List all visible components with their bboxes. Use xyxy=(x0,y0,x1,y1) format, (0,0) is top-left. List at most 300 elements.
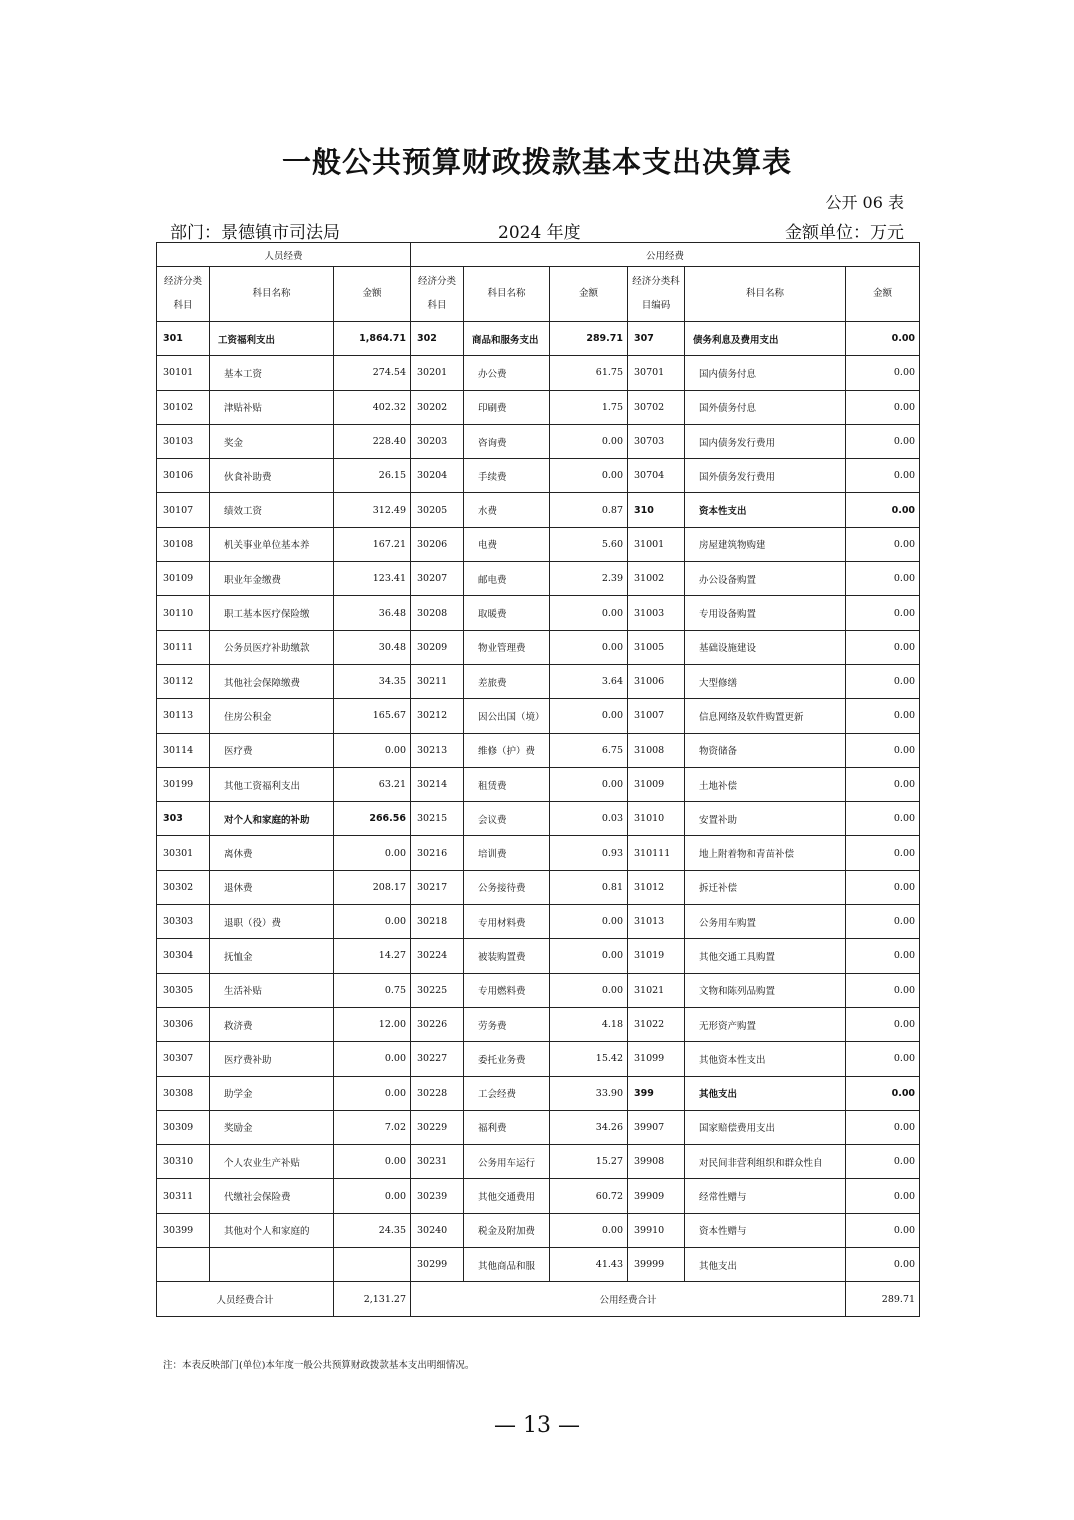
capital-code: 31012 xyxy=(628,870,685,904)
goods-code: 30203 xyxy=(411,424,464,458)
goods-amount: 0.00 xyxy=(550,767,628,801)
table-row xyxy=(157,527,920,561)
personnel-name: 生活补贴 xyxy=(210,973,334,1007)
table-row xyxy=(157,733,920,767)
capital-code: 39909 xyxy=(628,1179,685,1213)
capital-code: 31003 xyxy=(628,596,685,630)
capital-amount: 0.00 xyxy=(846,630,920,664)
goods-amount: 0.00 xyxy=(550,1213,628,1247)
capital-name: 国内债务发行费用 xyxy=(685,424,846,458)
capital-name: 无形资产购置 xyxy=(685,1007,846,1041)
goods-name: 办公费 xyxy=(464,356,550,390)
capital-code: 31006 xyxy=(628,664,685,698)
capital-name: 信息网络及软件购置更新 xyxy=(685,699,846,733)
capital-amount: 0.00 xyxy=(846,836,920,870)
personnel-name: 助学金 xyxy=(210,1076,334,1110)
table-row xyxy=(157,1007,920,1041)
capital-name: 土地补偿 xyxy=(685,767,846,801)
goods-amount: 289.71 xyxy=(550,322,628,356)
capital-code: 310 xyxy=(628,493,685,527)
goods-code: 30208 xyxy=(411,596,464,630)
personnel-code: 30199 xyxy=(157,767,210,801)
goods-name: 咨询费 xyxy=(464,424,550,458)
capital-amount: 0.00 xyxy=(846,459,920,493)
goods-name: 差旅费 xyxy=(464,664,550,698)
goods-code: 30214 xyxy=(411,767,464,801)
goods-code: 302 xyxy=(411,322,464,356)
personnel-code: 30101 xyxy=(157,356,210,390)
capital-name: 资本性支出 xyxy=(685,493,846,527)
personnel-amount: 30.48 xyxy=(334,630,411,664)
table-row xyxy=(157,836,920,870)
table-row xyxy=(157,1076,920,1110)
goods-name: 印刷费 xyxy=(464,390,550,424)
personnel-code: 30103 xyxy=(157,424,210,458)
capital-amount: 0.00 xyxy=(846,1179,920,1213)
capital-amount: 0.00 xyxy=(846,562,920,596)
personnel-name: 职业年金缴费 xyxy=(210,562,334,596)
capital-name: 国外债务发行费用 xyxy=(685,459,846,493)
table-row xyxy=(157,596,920,630)
capital-amount: 0.00 xyxy=(846,527,920,561)
table-row xyxy=(157,390,920,424)
goods-amount: 0.00 xyxy=(550,939,628,973)
capital-amount: 0.00 xyxy=(846,767,920,801)
footnote: 注：本表反映部门(单位)本年度一般公共预算财政拨款基本支出明细情况。 xyxy=(163,1360,475,1371)
table-row xyxy=(157,562,920,596)
goods-amount: 0.00 xyxy=(550,905,628,939)
goods-code: 30225 xyxy=(411,973,464,1007)
goods-name: 其他商品和服 xyxy=(464,1248,550,1282)
capital-code: 30701 xyxy=(628,356,685,390)
personnel-amount: 0.00 xyxy=(334,1145,411,1179)
table-row xyxy=(157,939,920,973)
personnel-amount: 34.35 xyxy=(334,664,411,698)
goods-code: 30205 xyxy=(411,493,464,527)
personnel-amount xyxy=(334,1248,411,1282)
personnel-amount: 0.00 xyxy=(334,1042,411,1076)
capital-amount: 0.00 xyxy=(846,356,920,390)
capital-code: 31005 xyxy=(628,630,685,664)
personnel-code: 30309 xyxy=(157,1110,210,1144)
capital-code: 31001 xyxy=(628,527,685,561)
goods-code: 30215 xyxy=(411,802,464,836)
capital-amount: 0.00 xyxy=(846,939,920,973)
capital-code: 31019 xyxy=(628,939,685,973)
goods-amount: 0.00 xyxy=(550,699,628,733)
table-row xyxy=(157,1179,920,1213)
capital-amount: 0.00 xyxy=(846,1007,920,1041)
goods-amount: 41.43 xyxy=(550,1248,628,1282)
personnel-name: 离休费 xyxy=(210,836,334,870)
capital-code: 31021 xyxy=(628,973,685,1007)
table-row xyxy=(157,905,920,939)
goods-code: 30213 xyxy=(411,733,464,767)
capital-name: 对民间非营利组织和群众性自 xyxy=(685,1145,846,1179)
table-row xyxy=(157,767,920,801)
goods-amount: 0.00 xyxy=(550,973,628,1007)
table-row xyxy=(157,322,920,356)
goods-amount: 60.72 xyxy=(550,1179,628,1213)
page-title: 一般公共预算财政拨款基本支出决算表 xyxy=(281,145,792,179)
personnel-name: 职工基本医疗保险缴 xyxy=(210,596,334,630)
expenditure-table xyxy=(156,242,920,1317)
personnel-code: 30109 xyxy=(157,562,210,596)
goods-code: 30227 xyxy=(411,1042,464,1076)
personnel-amount: 0.00 xyxy=(334,1179,411,1213)
goods-code: 30209 xyxy=(411,630,464,664)
personnel-name: 住房公积金 xyxy=(210,699,334,733)
personnel-name: 公务员医疗补助缴款 xyxy=(210,630,334,664)
personnel-name: 个人农业生产补贴 xyxy=(210,1145,334,1179)
goods-name: 商品和服务支出 xyxy=(464,322,550,356)
goods-amount: 5.60 xyxy=(550,527,628,561)
personnel-name: 奖金 xyxy=(210,424,334,458)
totals-row xyxy=(157,1282,920,1317)
goods-name: 专用燃料费 xyxy=(464,973,550,1007)
header-code: 经济分类科目编码 xyxy=(628,267,685,322)
capital-code: 39910 xyxy=(628,1213,685,1247)
capital-code: 31013 xyxy=(628,905,685,939)
capital-amount: 0.00 xyxy=(846,973,920,1007)
goods-amount: 34.26 xyxy=(550,1110,628,1144)
capital-amount: 0.00 xyxy=(846,596,920,630)
personnel-code: 30112 xyxy=(157,664,210,698)
table-row xyxy=(157,1145,920,1179)
personnel-name: 津贴补贴 xyxy=(210,390,334,424)
personnel-code: 30106 xyxy=(157,459,210,493)
capital-code: 30702 xyxy=(628,390,685,424)
capital-code: 310111 xyxy=(628,836,685,870)
capital-code: 30704 xyxy=(628,459,685,493)
table-row xyxy=(157,493,920,527)
personnel-code: 30399 xyxy=(157,1213,210,1247)
goods-code: 30216 xyxy=(411,836,464,870)
header-code: 经济分类科目 xyxy=(411,267,464,322)
capital-amount: 0.00 xyxy=(846,733,920,767)
personnel-name: 工资福利支出 xyxy=(210,322,334,356)
goods-amount: 15.27 xyxy=(550,1145,628,1179)
goods-name: 手续费 xyxy=(464,459,550,493)
personnel-name: 抚恤金 xyxy=(210,939,334,973)
goods-amount: 0.87 xyxy=(550,493,628,527)
goods-code: 30218 xyxy=(411,905,464,939)
personnel-name: 医疗费 xyxy=(210,733,334,767)
goods-name: 租赁费 xyxy=(464,767,550,801)
personnel-amount: 0.00 xyxy=(334,733,411,767)
goods-code: 30239 xyxy=(411,1179,464,1213)
personnel-amount: 228.40 xyxy=(334,424,411,458)
table-number: 公开 06 表 xyxy=(825,193,904,212)
personnel-code: 30108 xyxy=(157,527,210,561)
header-amount: 金额 xyxy=(846,267,920,322)
personnel-amount: 0.00 xyxy=(334,836,411,870)
goods-amount: 0.00 xyxy=(550,630,628,664)
capital-amount: 0.00 xyxy=(846,664,920,698)
capital-code: 39907 xyxy=(628,1110,685,1144)
goods-code: 30231 xyxy=(411,1145,464,1179)
capital-name: 资本性赠与 xyxy=(685,1213,846,1247)
capital-code: 399 xyxy=(628,1076,685,1110)
header-name: 科目名称 xyxy=(464,267,550,322)
capital-code: 30703 xyxy=(628,424,685,458)
goods-amount: 1.75 xyxy=(550,390,628,424)
capital-amount: 0.00 xyxy=(846,905,920,939)
table-row xyxy=(157,356,920,390)
personnel-code: 30302 xyxy=(157,870,210,904)
personnel-amount: 14.27 xyxy=(334,939,411,973)
goods-name: 培训费 xyxy=(464,836,550,870)
personnel-code: 30102 xyxy=(157,390,210,424)
personnel-amount: 0.00 xyxy=(334,1076,411,1110)
capital-code: 31010 xyxy=(628,802,685,836)
personnel-name: 退职（役）费 xyxy=(210,905,334,939)
goods-amount: 0.93 xyxy=(550,836,628,870)
personnel-name: 机关事业单位基本养 xyxy=(210,527,334,561)
goods-name: 会议费 xyxy=(464,802,550,836)
capital-name: 其他支出 xyxy=(685,1076,846,1110)
capital-name: 其他交通工具购置 xyxy=(685,939,846,973)
goods-code: 30228 xyxy=(411,1076,464,1110)
goods-name: 水费 xyxy=(464,493,550,527)
personnel-code: 30301 xyxy=(157,836,210,870)
goods-code: 30206 xyxy=(411,527,464,561)
capital-name: 公务用车购置 xyxy=(685,905,846,939)
capital-name: 国家赔偿费用支出 xyxy=(685,1110,846,1144)
fiscal-year: 2024 年度 xyxy=(498,223,581,243)
personnel-code: 30304 xyxy=(157,939,210,973)
capital-code: 31008 xyxy=(628,733,685,767)
personnel-amount: 7.02 xyxy=(334,1110,411,1144)
table-row xyxy=(157,870,920,904)
capital-amount: 0.00 xyxy=(846,1076,920,1110)
capital-name: 其他资本性支出 xyxy=(685,1042,846,1076)
personnel-code: 30311 xyxy=(157,1179,210,1213)
capital-name: 房屋建筑物购建 xyxy=(685,527,846,561)
capital-code: 39999 xyxy=(628,1248,685,1282)
table-row xyxy=(157,973,920,1007)
capital-amount: 0.00 xyxy=(846,1213,920,1247)
capital-code: 307 xyxy=(628,322,685,356)
capital-name: 基础设施建设 xyxy=(685,630,846,664)
personnel-name: 绩效工资 xyxy=(210,493,334,527)
table-row xyxy=(157,1213,920,1247)
goods-name: 物业管理费 xyxy=(464,630,550,664)
goods-name: 专用材料费 xyxy=(464,905,550,939)
personnel-code: 30310 xyxy=(157,1145,210,1179)
goods-code: 30229 xyxy=(411,1110,464,1144)
capital-name: 拆迁补偿 xyxy=(685,870,846,904)
capital-amount: 0.00 xyxy=(846,424,920,458)
goods-name: 因公出国（境） xyxy=(464,699,550,733)
goods-name: 维修（护）费 xyxy=(464,733,550,767)
goods-name: 税金及附加费 xyxy=(464,1213,550,1247)
personnel-amount: 63.21 xyxy=(334,767,411,801)
goods-amount: 0.03 xyxy=(550,802,628,836)
goods-code: 30202 xyxy=(411,390,464,424)
personnel-amount: 266.56 xyxy=(334,802,411,836)
table-row xyxy=(157,699,920,733)
personnel-amount: 0.00 xyxy=(334,905,411,939)
header-name: 科目名称 xyxy=(685,267,846,322)
personnel-name: 其他工资福利支出 xyxy=(210,767,334,801)
capital-name: 国内债务付息 xyxy=(685,356,846,390)
personnel-name: 对个人和家庭的补助 xyxy=(210,802,334,836)
capital-name: 安置补助 xyxy=(685,802,846,836)
personnel-name: 基本工资 xyxy=(210,356,334,390)
capital-name: 国外债务付息 xyxy=(685,390,846,424)
goods-amount: 4.18 xyxy=(550,1007,628,1041)
capital-amount: 0.00 xyxy=(846,699,920,733)
table-row xyxy=(157,424,920,458)
personnel-total-label: 人员经费合计 xyxy=(157,1282,334,1317)
goods-name: 邮电费 xyxy=(464,562,550,596)
capital-code: 31099 xyxy=(628,1042,685,1076)
public-total-value: 289.71 xyxy=(846,1282,920,1317)
capital-name: 办公设备购置 xyxy=(685,562,846,596)
personnel-code: 30111 xyxy=(157,630,210,664)
capital-name: 经常性赠与 xyxy=(685,1179,846,1213)
capital-name: 大型修缮 xyxy=(685,664,846,698)
personnel-code: 30305 xyxy=(157,973,210,1007)
personnel-amount: 36.48 xyxy=(334,596,411,630)
personnel-code: 30303 xyxy=(157,905,210,939)
goods-amount: 0.00 xyxy=(550,459,628,493)
personnel-name: 伙食补助费 xyxy=(210,459,334,493)
personnel-code: 30107 xyxy=(157,493,210,527)
goods-amount: 15.42 xyxy=(550,1042,628,1076)
goods-amount: 0.81 xyxy=(550,870,628,904)
goods-name: 取暖费 xyxy=(464,596,550,630)
goods-code: 30224 xyxy=(411,939,464,973)
personnel-name: 奖励金 xyxy=(210,1110,334,1144)
goods-amount: 33.90 xyxy=(550,1076,628,1110)
personnel-code: 30307 xyxy=(157,1042,210,1076)
personnel-name: 救济费 xyxy=(210,1007,334,1041)
header-public: 公用经费 xyxy=(411,243,920,267)
personnel-amount: 12.00 xyxy=(334,1007,411,1041)
goods-name: 公务接待费 xyxy=(464,870,550,904)
personnel-name: 其他社会保障缴费 xyxy=(210,664,334,698)
personnel-code: 30114 xyxy=(157,733,210,767)
goods-code: 30201 xyxy=(411,356,464,390)
personnel-code: 303 xyxy=(157,802,210,836)
personnel-name: 其他对个人和家庭的 xyxy=(210,1213,334,1247)
goods-code: 30217 xyxy=(411,870,464,904)
goods-amount: 61.75 xyxy=(550,356,628,390)
personnel-amount: 1,864.71 xyxy=(334,322,411,356)
table-row xyxy=(157,1042,920,1076)
table-row xyxy=(157,630,920,664)
personnel-code: 30110 xyxy=(157,596,210,630)
goods-amount: 0.00 xyxy=(550,596,628,630)
table-row xyxy=(157,802,920,836)
capital-amount: 0.00 xyxy=(846,870,920,904)
goods-code: 30204 xyxy=(411,459,464,493)
capital-name: 文物和陈列品购置 xyxy=(685,973,846,1007)
personnel-amount: 24.35 xyxy=(334,1213,411,1247)
table-row xyxy=(157,1110,920,1144)
personnel-name: 医疗费补助 xyxy=(210,1042,334,1076)
page-number: — 13 — xyxy=(494,1413,580,1438)
personnel-amount: 0.75 xyxy=(334,973,411,1007)
goods-amount: 6.75 xyxy=(550,733,628,767)
public-total-label: 公用经费合计 xyxy=(411,1282,846,1317)
goods-amount: 0.00 xyxy=(550,424,628,458)
personnel-amount: 402.32 xyxy=(334,390,411,424)
goods-name: 被装购置费 xyxy=(464,939,550,973)
table-row xyxy=(157,1248,920,1282)
personnel-name: 代缴社会保险费 xyxy=(210,1179,334,1213)
goods-name: 福利费 xyxy=(464,1110,550,1144)
table-row xyxy=(157,459,920,493)
personnel-amount: 208.17 xyxy=(334,870,411,904)
goods-name: 电费 xyxy=(464,527,550,561)
table-row xyxy=(157,664,920,698)
capital-amount: 0.00 xyxy=(846,1110,920,1144)
personnel-amount: 274.54 xyxy=(334,356,411,390)
capital-amount: 0.00 xyxy=(846,1042,920,1076)
personnel-code xyxy=(157,1248,210,1282)
goods-code: 30211 xyxy=(411,664,464,698)
capital-code: 31007 xyxy=(628,699,685,733)
capital-amount: 0.00 xyxy=(846,322,920,356)
goods-code: 30212 xyxy=(411,699,464,733)
goods-name: 劳务费 xyxy=(464,1007,550,1041)
capital-name: 其他支出 xyxy=(685,1248,846,1282)
personnel-amount: 123.41 xyxy=(334,562,411,596)
personnel-amount: 167.21 xyxy=(334,527,411,561)
personnel-code: 30308 xyxy=(157,1076,210,1110)
department: 部门：景德镇市司法局 xyxy=(170,223,340,243)
personnel-code: 301 xyxy=(157,322,210,356)
header-code: 经济分类科目 xyxy=(157,267,210,322)
goods-amount: 2.39 xyxy=(550,562,628,596)
capital-amount: 0.00 xyxy=(846,390,920,424)
personnel-code: 30113 xyxy=(157,699,210,733)
capital-code: 31009 xyxy=(628,767,685,801)
goods-name: 其他交通费用 xyxy=(464,1179,550,1213)
goods-name: 工会经费 xyxy=(464,1076,550,1110)
capital-amount: 0.00 xyxy=(846,802,920,836)
capital-name: 债务利息及费用支出 xyxy=(685,322,846,356)
capital-amount: 0.00 xyxy=(846,493,920,527)
capital-name: 地上附着物和青苗补偿 xyxy=(685,836,846,870)
personnel-name xyxy=(210,1248,334,1282)
goods-amount: 3.64 xyxy=(550,664,628,698)
personnel-amount: 312.49 xyxy=(334,493,411,527)
header-amount: 金额 xyxy=(550,267,628,322)
amount-unit: 金额单位：万元 xyxy=(785,223,904,243)
goods-code: 30226 xyxy=(411,1007,464,1041)
goods-name: 公务用车运行 xyxy=(464,1145,550,1179)
personnel-name: 退休费 xyxy=(210,870,334,904)
personnel-amount: 26.15 xyxy=(334,459,411,493)
capital-code: 39908 xyxy=(628,1145,685,1179)
header-name: 科目名称 xyxy=(210,267,334,322)
goods-code: 30207 xyxy=(411,562,464,596)
goods-name: 委托业务费 xyxy=(464,1042,550,1076)
personnel-total-value: 2,131.27 xyxy=(334,1282,411,1317)
capital-name: 专用设备购置 xyxy=(685,596,846,630)
capital-code: 31022 xyxy=(628,1007,685,1041)
header-personnel: 人员经费 xyxy=(157,243,411,267)
personnel-amount: 165.67 xyxy=(334,699,411,733)
header-amount: 金额 xyxy=(334,267,411,322)
capital-amount: 0.00 xyxy=(846,1145,920,1179)
capital-name: 物资储备 xyxy=(685,733,846,767)
goods-code: 30299 xyxy=(411,1248,464,1282)
